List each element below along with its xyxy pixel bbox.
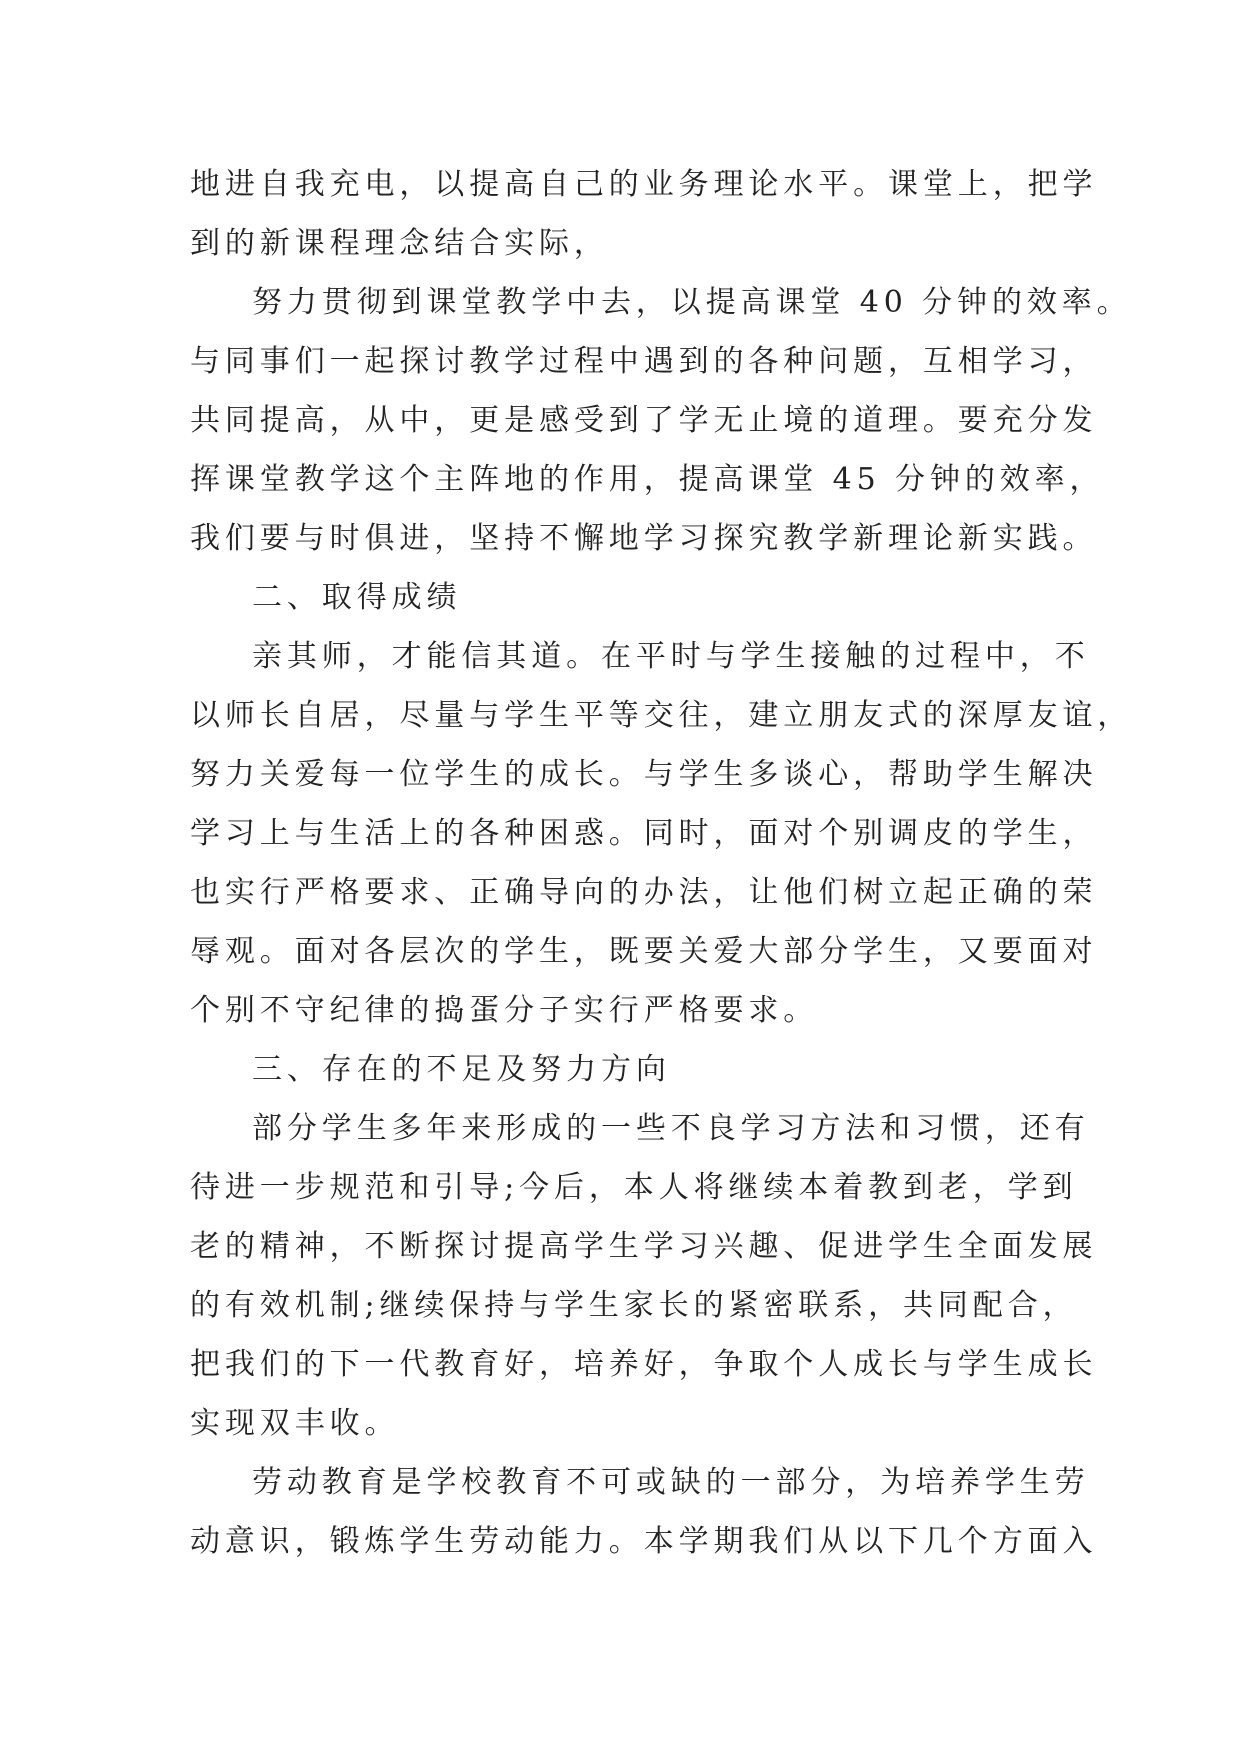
paragraph-line: 共同提高，从中，更是感受到了学无止境的道理。要充分发: [190, 403, 1098, 438]
paragraph-line: 的有效机制;继续保持与学生家长的紧密联系，共同配合，: [190, 1288, 1078, 1323]
paragraph-line: 挥课堂教学这个主阵地的作用，提高课堂 45 分钟的效率，: [190, 462, 1105, 497]
paragraph-line: 实现双丰收。: [190, 1406, 400, 1441]
paragraph-line: 亲其师，才能信其道。在平时与学生接触的过程中，不: [252, 639, 1090, 674]
paragraph-line: 努力关爱每一位学生的成长。与学生多谈心，帮助学生解决: [190, 757, 1098, 792]
paragraph-line: 努力贯彻到课堂教学中去，以提高课堂 40 分钟的效率。: [252, 285, 1132, 320]
paragraph-line: 部分学生多年来形成的一些不良学习方法和习惯，还有: [252, 1111, 1090, 1146]
paragraph-line: 学习上与生活上的各种困惑。同时，面对个别调皮的学生，: [190, 816, 1098, 851]
paragraph-3: [190, 627, 1133, 1040]
paragraph-line: 劳动教育是学校教育不可或缺的一部分，为培养学生劳: [252, 1465, 1090, 1500]
paragraph-line: 辱观。面对各层次的学生，既要关爱大部分学生，又要面对: [190, 934, 1098, 969]
paragraph-line: 我们要与时俱进，坚持不懈地学习探究教学新理论新实践。: [190, 521, 1098, 556]
paragraph-line: 待进一步规范和引导;今后，本人将继续本着教到老，学到: [190, 1170, 1078, 1205]
paragraph-2: [190, 273, 1132, 568]
section-heading: 三、存在的不足及努力方向: [252, 1052, 671, 1087]
paragraph-line: 也实行严格要求、正确导向的办法，让他们树立起正确的荣: [190, 875, 1098, 910]
paragraph-line: 到的新课程理念结合实际，: [190, 226, 609, 261]
section-heading: 二、取得成绩: [252, 580, 462, 615]
paragraph-1: [190, 155, 1098, 273]
paragraph-5: [190, 1453, 1098, 1571]
section-heading-shortcomings: [190, 1040, 1050, 1099]
paragraph-line: 动意识，锻炼学生劳动能力。本学期我们从以下几个方面入: [190, 1524, 1098, 1559]
document-body: [190, 155, 1133, 1571]
paragraph-line: 以师长自居，尽量与学生平等交往，建立朋友式的深厚友谊，: [190, 698, 1133, 733]
paragraph-line: 与同事们一起探讨教学过程中遇到的各种问题，互相学习，: [190, 344, 1098, 379]
paragraph-line: 把我们的下一代教育好，培养好，争取个人成长与学生成长: [190, 1347, 1098, 1382]
paragraph-4: [190, 1099, 1098, 1453]
paragraph-line: 地进自我充电，以提高自己的业务理论水平。课堂上，把学: [190, 167, 1098, 202]
section-heading-achievements: [190, 568, 1050, 627]
paragraph-line: 老的精神，不断探讨提高学生学习兴趣、促进学生全面发展: [190, 1229, 1098, 1264]
paragraph-line: 个别不守纪律的捣蛋分子实行严格要求。: [190, 993, 819, 1028]
